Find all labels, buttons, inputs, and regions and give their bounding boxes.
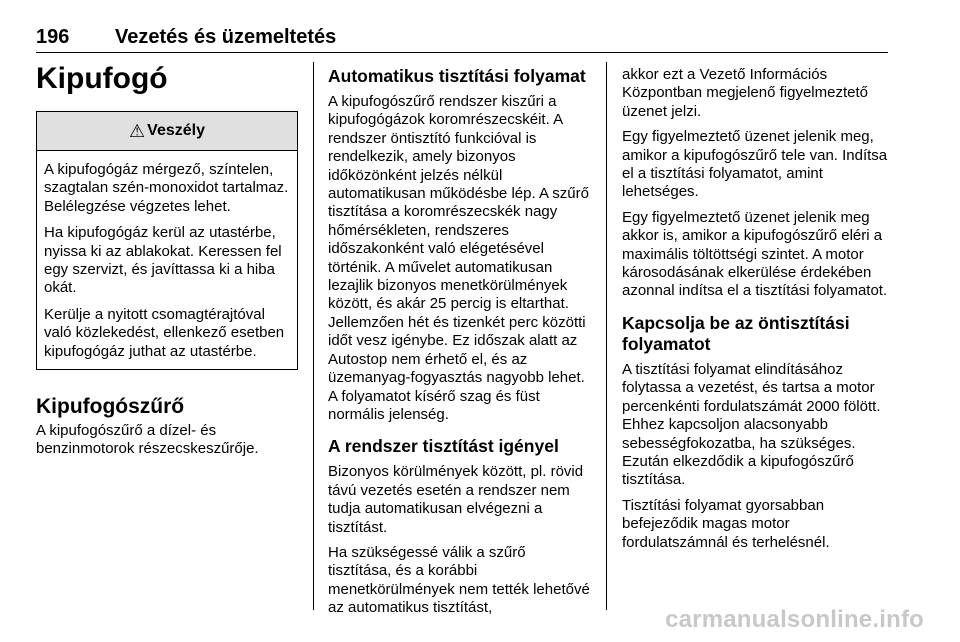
danger-box-body: [37, 151, 297, 369]
heading-cleaning-required: A rendszer tisztítást igényel: [328, 436, 559, 457]
section-title: Vezetés és üzemeltetés: [115, 26, 337, 48]
body-paragraph: A kipufogószűrő rendszer kiszűri a kipufogógázok koromrészecskéit. A rendszer öntisztító funkcióval is rendelkezik, amely bizonyos időközönként jelzés nélkül automatikusan működésbe lép. A szűrő tisztítása a koromrészecskék nagy hőmérsékleten, rendszeres időszakonként való elégetésével történik. A művelet automatikusan lezajlik bizonyos menetkörülmények között, és akár 25 percig is eltarthat. Jellemzően hét és tizenkét perc közötti időt vesz igénybe. Ez időszak alatt az Autostop nem érhető el, és az üzemanyag-fogyasztás nagyobb lehet. A folyamatot kísérő szag és füst normális jelenség.: [328, 93, 589, 423]
body-paragraph: A tisztítási folyamat elindításához folytassa a vezetést, és tartsa a motor percenkénti fordulatszámát 2000 fölött. Ehhez kapcsoljon alacsonyabb sebességfokozatba, ha szükséges. Ezután elkezdődik a kipufogószűrő tisztítása.: [622, 360, 881, 489]
danger-paragraph: Ha kipufogógáz kerül az utastérbe, nyissa ki az ablakokat. Keressen fel egy szervizt, és javíttassa ki a hiba okát.: [44, 224, 282, 297]
column-2: [328, 66, 590, 625]
page-header: [36, 24, 888, 52]
page-title: Kipufogó: [36, 62, 168, 95]
column-1: [36, 60, 298, 466]
danger-paragraph: Kerülje a nyitott csomagtérajtóval való közlekedést, ellenkező esetben kipufogógáz juthat az utastérbe.: [44, 305, 285, 360]
watermark: carmanualsonline.info: [665, 606, 924, 633]
subsection-text: A kipufogószűrő a dízel- és benzinmotorok részecskeszűrője.: [36, 422, 259, 458]
subsection-title: Kipufogószűrő: [36, 395, 185, 419]
body-paragraph: Egy figyelmeztető üzenet jelenik meg akkor is, amikor a kipufogószűrő eléri a maximális töltöttségi szintet. A motor károsodásának elkerülése érdekében azonnal indítsa el a tisztítási folyamatot.: [622, 208, 888, 300]
body-paragraph: akkor ezt a Vezető Információs Központban megjelenő figyelmeztető üzenet jelzi.: [622, 66, 868, 120]
header-divider: [36, 52, 888, 53]
warning-triangle-icon: ⚠: [129, 120, 146, 141]
column-3: [622, 66, 888, 559]
column-divider-1: [313, 62, 314, 610]
body-paragraph: Bizonyos körülmények között, pl. rövid távú vezetés esetén a rendszer nem tudja automatikusan elvégezni a tisztítást.: [328, 463, 584, 536]
page-number: 196: [36, 26, 70, 48]
danger-box-header: [37, 112, 297, 151]
body-paragraph: Egy figyelmeztető üzenet jelenik meg, amikor a kipufogószűrő tele van. Indítsa el a tisztítási folyamatot, amint lehetséges.: [622, 128, 888, 201]
column-divider-2: [606, 62, 607, 610]
heading-enable-self-cleaning: Kapcsolja be az öntisztítási folyamatot: [622, 312, 850, 354]
danger-label: Veszély: [147, 122, 205, 139]
heading-auto-cleaning: Automatikus tisztítási folyamat: [328, 66, 586, 86]
danger-paragraph: A kipufogógáz mérgező, színtelen, szagtalan szén-monoxidot tartalmaz. Belélegzése végzetes lehet.: [44, 161, 289, 215]
danger-box: [36, 111, 298, 370]
body-paragraph: Tisztítási folyamat gyorsabban befejeződik magas motor fordulatszámnál és terhelésnél.: [622, 496, 830, 551]
body-paragraph: Ha szükségessé válik a szűrő tisztítása, és a korábbi menetkörülmények nem tették lehetővé az automatikus tisztítást,: [328, 543, 590, 617]
